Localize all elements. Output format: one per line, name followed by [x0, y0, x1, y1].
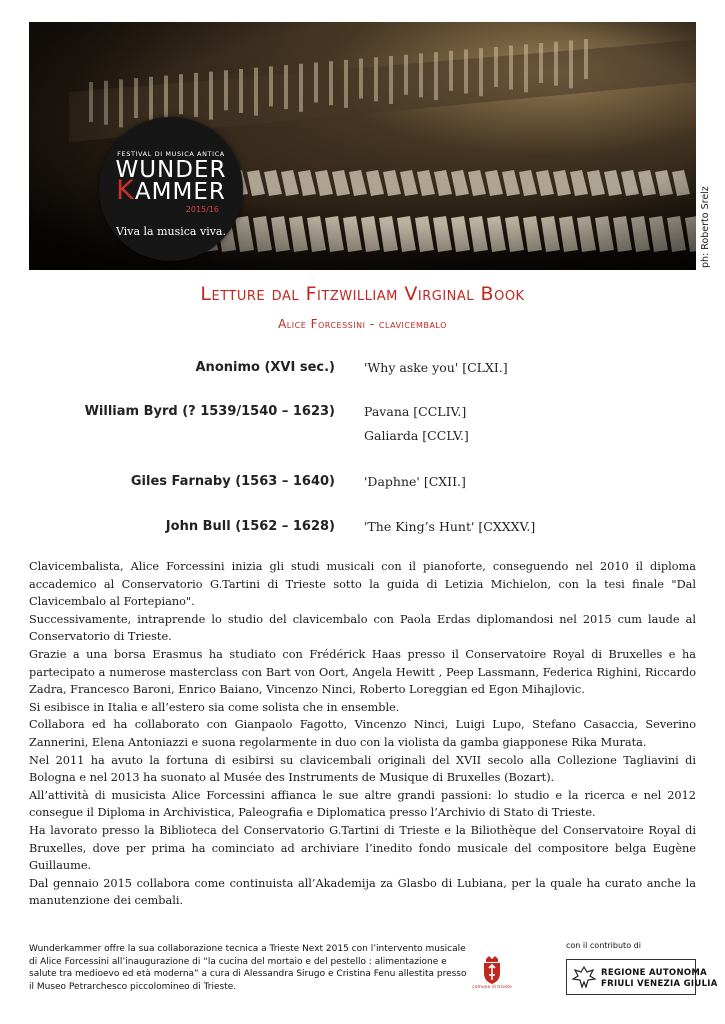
- logo-tagline: Viva la musica viva.: [115, 225, 226, 238]
- trieste-crest-logo: [472, 955, 512, 993]
- bio-paragraph: Grazie a una borsa Erasmus ha studiato con Frédérick Haas presso il Conservatoire Royal di Bruxelles e ha partecipato a numerose masterclass con Bart von Oort, Angela Hewitt , Peep Lassmann, Federica Righini, Riccardo Zadra, Francesco Baroni, Enrico Baiano, Vincenzo Ninci, Roberto Loreggian ed Egon Mihajlovic.: [29, 647, 696, 697]
- wunderkammer-logo: [99, 117, 243, 261]
- bio-paragraph: Si esibisce in Italia e all’estero sia come solista che in ensemble.: [29, 700, 400, 714]
- eagle-icon: [571, 964, 597, 990]
- bio-paragraph: Clavicembalista, Alice Forcessini inizia gli studi musicali con il pianoforte, conseguendo nel 2010 il diploma accademico al Conservatorio G.Tartini di Trieste sotto la guida di Letizia Michielon, con la tesi finale "Dal Clavicembalo al Fortepiano".: [29, 560, 696, 609]
- hero-photo: [29, 22, 696, 270]
- contribution-label: con il contributo di: [566, 941, 641, 950]
- bio-paragraph: Collabora ed ha collaborato con Gianpaolo Fagotto, Vincenzo Ninci, Luigi Lupo, Stefano Casaccia, Severino Zannerini, Elena Antoniazzi e suona regolarmente in duo con la violista da gamba giapponese Rika Murata.: [29, 718, 696, 749]
- work-title: 'Why aske you' [CLXI.]: [364, 360, 508, 375]
- region-line-2: FRIULI VENEZIA GIULIA: [601, 979, 718, 989]
- composer-name: William Byrd (? 1539/1540 – 1623): [84, 404, 335, 419]
- concert-title: Letture dal Fitzwilliam Virginal Book: [200, 283, 525, 305]
- crest-icon: [477, 955, 507, 985]
- composer-name: John Bull (1562 – 1628): [165, 519, 335, 534]
- bio-paragraph: All’attività di musicista Alice Forcessini affianca le sue altre grandi passioni: lo studio e la ricerca e nel 2012 consegue il Diploma in Archivistica, Paleografia e Diplomatica presso l’Archivio di Stato di Trieste.: [29, 788, 696, 820]
- crest-caption: comune di trieste: [472, 985, 512, 990]
- bio-paragraph: Successivamente, intraprende lo studio del clavicembalo con Paola Erdas diplomandosi nel 2015 cum laude al Conservatorio di Trieste.: [29, 612, 696, 644]
- logo-season: 2015/16: [185, 205, 219, 214]
- bio-paragraph: Dal gennaio 2015 collabora come continuista all’Akademija za Glasbo di Lubiana, per la quale ha curato anche la manutenzione dei cembali.: [29, 876, 696, 908]
- performer-subtitle: Alice Forcessini - clavicembalo: [278, 317, 447, 331]
- photo-credit: ph: Roberto Srelz: [700, 186, 711, 268]
- bio-paragraph: Nel 2011 ha avuto la fortuna di esibirsi su clavicembali originali del XVII secolo alla Collezione Tagliavini di Bologna e nel 2013 ha suonato al Musée des Instruments de Musique di Bruxelles (Bozart).: [29, 753, 696, 785]
- logo-word-kammer-rest: AMMER: [134, 179, 226, 205]
- footer-note: Wunderkammer offre la sua collaborazione tecnica a Trieste Next 2015 con l’intervento musicale di Alice Forcessini all’inaugurazione di “la cucina del mortaio e del pestello : alimentazione e salute tra medioevo ed età moderna” a cura di Alessandra Sirugo e Cristina Fenu allestita presso il Museo Petrarchesco piccolomineo di Trieste.: [29, 944, 467, 992]
- composer-name: Anonimo (XVI sec.): [195, 360, 335, 375]
- work-title: 'The King’s Hunt' [CXXXV.]: [364, 519, 536, 534]
- logo-word-kammer: [99, 175, 243, 206]
- logo-word-wunder: WUNDER: [115, 157, 227, 183]
- logo-festival-text: FESTIVAL DI MUSICA ANTICA: [117, 150, 225, 158]
- biography: [29, 558, 696, 910]
- work-title: Pavana [CCLIV.]: [364, 404, 467, 419]
- work-title: Galiarda [CCLV.]: [364, 428, 469, 443]
- work-title: 'Daphne' [CXII.]: [364, 474, 466, 489]
- composer-name: Giles Farnaby (1563 – 1640): [130, 474, 335, 489]
- region-fvg-logo: [566, 959, 718, 995]
- logo-initial-k: K: [116, 175, 135, 206]
- bio-paragraph: Ha lavorato presso la Biblioteca del Conservatorio G.Tartini di Trieste e la Biliothèque del Conservatoire Royal di Bruxelles, dove per prima ha cominciato ad archiviare l’inedito fondo musicale del compositore belga Eugène Guillaume.: [29, 823, 696, 873]
- region-line-1: REGIONE AUTONOMA: [601, 968, 708, 978]
